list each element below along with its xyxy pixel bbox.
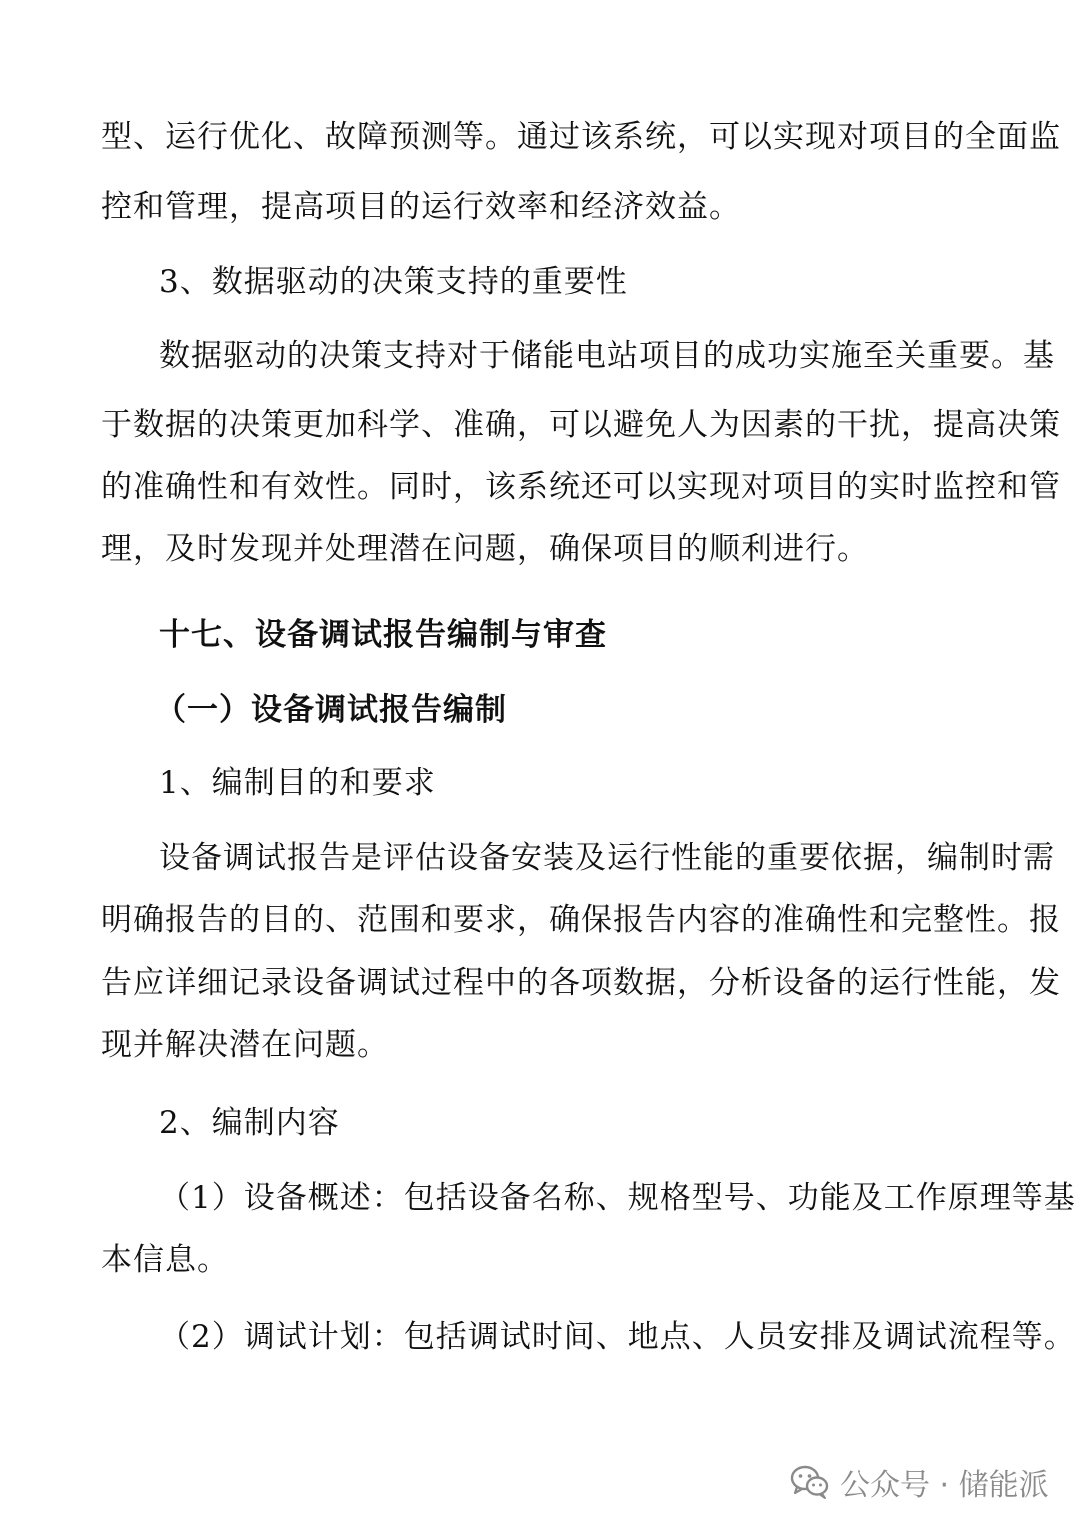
paragraph-line: 数据驱动的决策支持对于储能电站项目的成功实施至关重要。基 (159, 338, 1055, 374)
subheading: 1、编制目的和要求 (159, 765, 436, 801)
watermark-text: 公众号 · 储能派 (840, 1468, 1049, 1503)
paragraph-line: 控和管理，提高项目的运行效率和经济效益。 (101, 189, 741, 225)
paragraph-line: 设备调试报告是评估设备安装及运行性能的重要依据，编制时需 (159, 840, 1055, 876)
paragraph-line: 型、运行优化、故障预测等。通过该系统，可以实现对项目的全面监 (101, 119, 1061, 155)
paragraph-line: 告应详细记录设备调试过程中的各项数据，分析设备的运行性能，发 (101, 965, 1061, 1001)
paragraph-line: 本信息。 (101, 1242, 229, 1278)
paragraph-line: 现并解决潜在问题。 (101, 1027, 389, 1063)
section-heading: 十七、设备调试报告编制与审查 (159, 617, 607, 653)
paragraph-line: （1）设备概述：包括设备名称、规格型号、功能及工作原理等基 (159, 1180, 1076, 1216)
paragraph-line: （2）调试计划：包括调试时间、地点、人员安排及调试流程等。 (159, 1319, 1076, 1355)
paragraph-line: 于数据的决策更加科学、准确，可以避免人为因素的干扰，提高决策 (101, 407, 1061, 443)
wechat-icon (790, 1464, 830, 1500)
subheading: 3、数据驱动的决策支持的重要性 (159, 264, 628, 300)
paragraph-line: 明确报告的目的、范围和要求，确保报告内容的准确性和完整性。报 (101, 902, 1061, 938)
paragraph-line: 的准确性和有效性。同时，该系统还可以实现对项目的实时监控和管 (101, 469, 1061, 505)
subsection-heading: （一）设备调试报告编制 (155, 692, 507, 728)
wechat-watermark (790, 1460, 1049, 1504)
paragraph-line: 理，及时发现并处理潜在问题，确保项目的顺利进行。 (101, 531, 869, 567)
subheading: 2、编制内容 (159, 1105, 340, 1141)
